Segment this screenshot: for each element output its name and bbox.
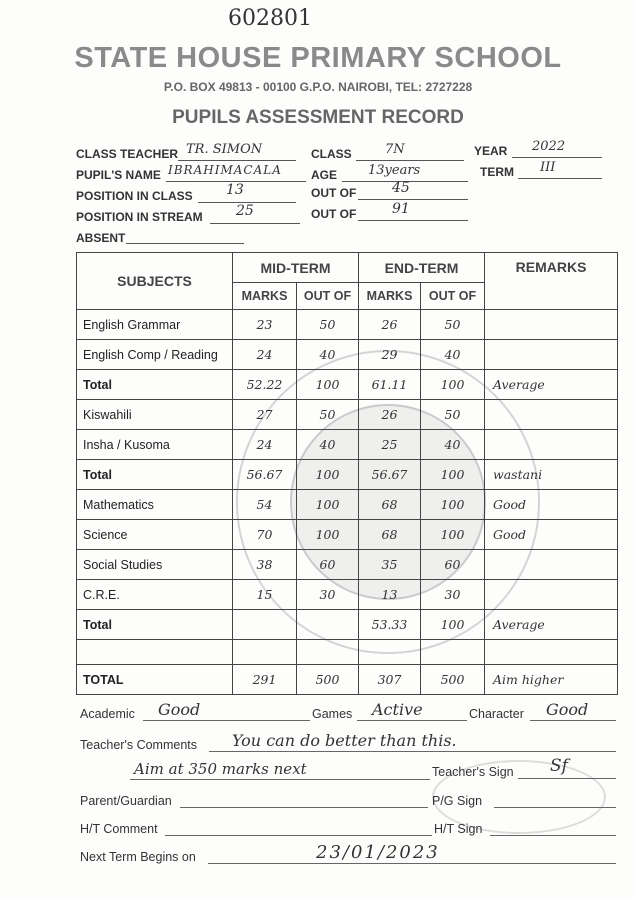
academic-value: Good <box>158 700 201 719</box>
mid-marks-cell: 24 <box>233 340 297 370</box>
pupil-name-label: PUPIL'S NAME <box>76 168 161 182</box>
end-out-of-cell: 100 <box>421 520 485 550</box>
mid-out-of-cell: 50 <box>297 400 359 430</box>
mid-marks-cell: 15 <box>233 580 297 610</box>
games-value: Active <box>372 700 423 719</box>
subject-cell: Kiswahili <box>77 400 233 430</box>
header-end-out-of: OUT OF <box>421 283 485 310</box>
age-label: AGE <box>311 168 338 182</box>
subject-cell: Total <box>77 610 233 640</box>
academic-label: Academic <box>80 707 135 721</box>
position-in-stream-label: POSITION IN STREAM <box>76 210 203 224</box>
subject-cell: Total <box>77 370 233 400</box>
term-line <box>518 178 602 179</box>
remarks-cell: Average <box>485 370 618 400</box>
out-of-line-2 <box>358 220 468 221</box>
end-out-of-cell: 100 <box>421 490 485 520</box>
document-number: 602801 <box>228 6 312 31</box>
class-teacher-value: TR. SIMON <box>186 142 263 157</box>
pg-sign-line <box>494 807 616 808</box>
remarks-cell <box>485 640 618 665</box>
next-term-line <box>208 863 616 864</box>
record-title: PUPILS ASSESSMENT RECORD <box>172 107 464 128</box>
mid-marks-cell: 56.67 <box>233 460 297 490</box>
subject-cell: Insha / Kusoma <box>77 430 233 460</box>
end-out-of-cell: 50 <box>421 400 485 430</box>
mid-marks-cell: 24 <box>233 430 297 460</box>
academic-line <box>143 720 310 721</box>
mid-marks-cell: 38 <box>233 550 297 580</box>
out-of-label-1: OUT OF <box>311 186 357 200</box>
class-label: CLASS <box>311 147 352 161</box>
mid-marks-cell: 27 <box>233 400 297 430</box>
parent-guardian-line <box>180 807 428 808</box>
table-row <box>77 430 618 460</box>
position-in-stream-value: 25 <box>236 203 254 219</box>
class-value: 7N <box>385 142 405 157</box>
mid-out-of-cell: 100 <box>297 460 359 490</box>
parent-guardian-label: Parent/Guardian <box>80 794 172 808</box>
end-marks-cell: 13 <box>359 580 421 610</box>
table-row <box>77 370 618 400</box>
end-marks-cell: 35 <box>359 550 421 580</box>
class-line <box>356 160 464 161</box>
header-end-term: END-TERM <box>359 253 485 283</box>
character-label: Character <box>469 707 524 721</box>
year-label: YEAR <box>474 144 508 158</box>
comments-line-1 <box>209 751 616 752</box>
table-row <box>77 400 618 430</box>
out-of-label-2: OUT OF <box>311 207 357 221</box>
end-out-of-cell: 60 <box>421 550 485 580</box>
subject-cell: Total <box>77 460 233 490</box>
remarks-cell <box>485 400 618 430</box>
remarks-cell: wastani <box>485 460 618 490</box>
teachers-comments-line2: Aim at 350 marks next <box>134 760 307 778</box>
position-in-class-value: 13 <box>226 182 244 198</box>
remarks-cell <box>485 310 618 340</box>
mid-out-of-cell: 100 <box>297 520 359 550</box>
subject-cell: Social Studies <box>77 550 233 580</box>
remarks-cell: Good <box>485 490 618 520</box>
mid-out-of-cell: 100 <box>297 370 359 400</box>
mid-marks-cell: 54 <box>233 490 297 520</box>
remarks-cell: Average <box>485 610 618 640</box>
teachers-comments-line1: You can do better than this. <box>232 731 457 750</box>
year-line <box>512 157 602 158</box>
character-line <box>530 720 616 721</box>
position-in-stream-line <box>210 223 300 224</box>
end-marks-cell: 26 <box>359 310 421 340</box>
table-row <box>77 610 618 640</box>
subject-cell: C.R.E. <box>77 580 233 610</box>
end-marks-cell: 53.33 <box>359 610 421 640</box>
remarks-cell <box>485 340 618 370</box>
school-name: STATE HOUSE PRIMARY SCHOOL <box>74 42 562 74</box>
mid-marks-cell: 291 <box>233 665 297 695</box>
term-value: III <box>540 160 556 175</box>
header-remarks: REMARKS <box>485 253 618 310</box>
teacher-signature: Sf <box>550 756 568 776</box>
mid-marks-cell: 52.22 <box>233 370 297 400</box>
games-label: Games <box>312 707 353 721</box>
absent-line <box>126 243 244 244</box>
next-term-label: Next Term Begins on <box>80 850 196 864</box>
assessment-table <box>76 252 618 695</box>
table-row <box>77 580 618 610</box>
age-value: 13years <box>368 163 421 178</box>
remarks-cell <box>485 430 618 460</box>
end-marks-cell: 26 <box>359 400 421 430</box>
position-in-class-label: POSITION IN CLASS <box>76 189 193 203</box>
ht-comment-line <box>165 835 432 836</box>
end-out-of-cell: 30 <box>421 580 485 610</box>
mid-out-of-cell: 40 <box>297 430 359 460</box>
table-row <box>77 310 618 340</box>
table-row <box>77 640 618 665</box>
remarks-cell: Aim higher <box>485 665 618 695</box>
remarks-cell: Good <box>485 520 618 550</box>
school-address: P.O. BOX 49813 - 00100 G.P.O. NAIROBI, TEL: 2727228 <box>163 80 473 94</box>
header-subjects: SUBJECTS <box>77 253 233 310</box>
subject-cell <box>77 640 233 665</box>
class-teacher-label: CLASS TEACHER <box>76 147 179 161</box>
subject-cell: TOTAL <box>77 665 233 695</box>
games-line <box>357 720 467 721</box>
absent-label: ABSENT <box>76 231 126 245</box>
header-mid-term: MID-TERM <box>233 253 359 283</box>
end-out-of-cell: 100 <box>421 370 485 400</box>
out-of-value-1: 45 <box>392 180 410 196</box>
class-teacher-line <box>178 160 296 161</box>
subject-cell: Mathematics <box>77 490 233 520</box>
year-value: 2022 <box>532 139 566 154</box>
remarks-cell <box>485 550 618 580</box>
comments-line-2 <box>130 779 430 780</box>
end-out-of-cell <box>421 640 485 665</box>
mid-out-of-cell: 40 <box>297 340 359 370</box>
out-of-line-1 <box>358 199 468 200</box>
mid-marks-cell: 70 <box>233 520 297 550</box>
next-term-value: 23/01/2023 <box>316 842 440 863</box>
mid-marks-cell: 23 <box>233 310 297 340</box>
header-end-marks: MARKS <box>359 283 421 310</box>
mid-out-of-cell: 50 <box>297 310 359 340</box>
pupil-name-value: IBRAHIMACALA <box>168 163 282 177</box>
mid-out-of-cell: 500 <box>297 665 359 695</box>
end-marks-cell <box>359 640 421 665</box>
table-row <box>77 340 618 370</box>
mid-out-of-cell <box>297 640 359 665</box>
end-marks-cell: 307 <box>359 665 421 695</box>
ht-sign-label: H/T Sign <box>434 822 483 836</box>
term-label: TERM <box>480 165 514 179</box>
mid-marks-cell <box>233 640 297 665</box>
mid-marks-cell <box>233 610 297 640</box>
end-out-of-cell: 40 <box>421 430 485 460</box>
end-marks-cell: 29 <box>359 340 421 370</box>
teachers-comments-label: Teacher's Comments <box>80 738 198 752</box>
table-row <box>77 460 618 490</box>
mid-out-of-cell: 60 <box>297 550 359 580</box>
table-row <box>77 665 618 695</box>
out-of-value-2: 91 <box>392 201 410 217</box>
subject-cell: English Comp / Reading <box>77 340 233 370</box>
end-out-of-cell: 100 <box>421 460 485 490</box>
subject-cell: Science <box>77 520 233 550</box>
teacher-sign-label: Teacher's Sign <box>432 765 514 779</box>
end-out-of-cell: 50 <box>421 310 485 340</box>
end-marks-cell: 56.67 <box>359 460 421 490</box>
table-row <box>77 550 618 580</box>
end-out-of-cell: 500 <box>421 665 485 695</box>
ht-sign-line <box>490 835 616 836</box>
end-marks-cell: 68 <box>359 520 421 550</box>
header-mid-marks: MARKS <box>233 283 297 310</box>
end-marks-cell: 61.11 <box>359 370 421 400</box>
end-out-of-cell: 40 <box>421 340 485 370</box>
subject-cell: English Grammar <box>77 310 233 340</box>
mid-out-of-cell <box>297 610 359 640</box>
ht-comment-label: H/T Comment <box>80 822 158 836</box>
end-marks-cell: 25 <box>359 430 421 460</box>
table-row <box>77 490 618 520</box>
end-out-of-cell: 100 <box>421 610 485 640</box>
mid-out-of-cell: 100 <box>297 490 359 520</box>
header-mid-out-of: OUT OF <box>297 283 359 310</box>
character-value: Good <box>546 700 589 719</box>
end-marks-cell: 68 <box>359 490 421 520</box>
pg-sign-label: P/G Sign <box>432 794 483 808</box>
remarks-cell <box>485 580 618 610</box>
table-row <box>77 520 618 550</box>
mid-out-of-cell: 30 <box>297 580 359 610</box>
